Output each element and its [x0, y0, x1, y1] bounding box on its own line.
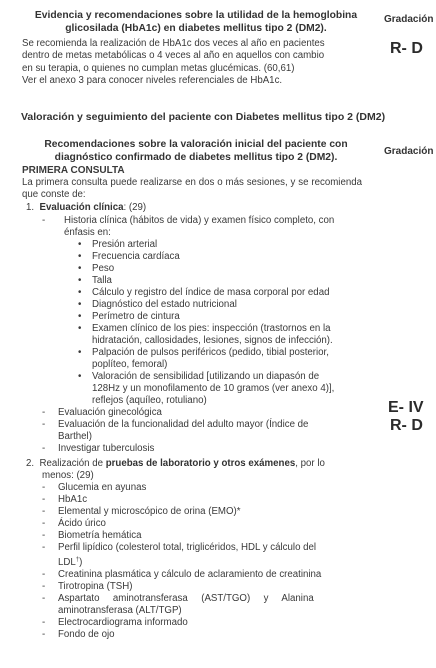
- list-item-continued: aminotransferasa (ALT/TGP): [58, 605, 182, 617]
- list-item: • Valoración de sensibilidad [utilizando un diapasón de: [78, 371, 320, 382]
- functional-evaluation: Evaluación de la funcionalidad del adulto mayor (Índice de: [58, 419, 309, 430]
- list-item: • Examen clínico de los pies: inspección (trastornos en la: [78, 323, 331, 334]
- list-item: - Aspartato aminotransferasa (AST/TGO) y Alanina: [42, 593, 314, 605]
- dash-marker: -: [42, 215, 46, 226]
- evidence-table-header: Evidencia y recomendaciones sobre la utilidad de la hemoglobina glicosilada (HbA1c) en diabetes mellitus tipo 2 (DM2).: [34, 10, 358, 34]
- hba1c-recommendation: [22, 38, 325, 88]
- body-line: Se recomienda la realización de HbA1c dos veces al año en pacientes: [22, 38, 325, 49]
- list-item: - Fondo de ojo: [42, 629, 115, 641]
- list-item: - Ácido úrico: [42, 518, 106, 529]
- list-item: • Palpación de pulsos periféricos (pedido, tibial posterior,: [78, 347, 329, 358]
- section-title: Valoración y seguimiento del paciente con Diabetes mellitus tipo 2 (DM2): [21, 111, 386, 123]
- lab-tests-list: [42, 482, 321, 641]
- body-line: dentro de metas metabólicas o 4 veces al año en aquellos con cambio: [22, 50, 325, 62]
- history-line: énfasis en:: [64, 227, 111, 238]
- list-item: • Talla: [78, 275, 112, 286]
- list-item: • Diagnóstico del estado nutricional: [78, 299, 237, 310]
- item-clinical-evaluation: [26, 202, 146, 214]
- evidence-level: E- IV: [388, 399, 424, 416]
- list-item: • Cálculo y registro del índice de masa corporal por edad: [78, 287, 330, 298]
- list-item: - Electrocardiograma informado: [42, 617, 188, 629]
- list-item: - Creatinina plasmática y cálculo de aclaramiento de creatinina: [42, 569, 322, 581]
- list-item: - Biometría hemática: [42, 530, 142, 541]
- list-item: - Glucemia en ayunas: [42, 482, 147, 493]
- dash-marker: -: [42, 419, 46, 430]
- item-lab-tests-continued: menos: (29): [42, 470, 94, 481]
- gynecologic-evaluation: Evaluación ginecológica: [58, 407, 162, 418]
- list-item: - Elemental y microscópico de orina (EMO)*: [42, 506, 241, 517]
- list-item: - Perfil lipídico (colesterol total, triglicéridos, HDL y cálculo del: [42, 542, 317, 553]
- tuberculosis-screening: Investigar tuberculosis: [58, 443, 155, 454]
- first-visit-subheading: PRIMERA CONSULTA: [22, 165, 125, 176]
- item-number: 1.: [26, 202, 35, 213]
- dash-marker: -: [42, 443, 46, 454]
- vital-signs-list: [78, 239, 334, 407]
- item-lab-tests: 2. Realización de pruebas de laboratorio y otros exámenes, por lo: [26, 458, 325, 469]
- list-item: • Peso: [78, 263, 115, 274]
- recommendation-grade: R- D: [390, 40, 423, 57]
- list-item: • Presión arterial: [78, 239, 158, 250]
- body-line: en su terapia, o quienes no cumplan metas glucémicas. (60,61): [22, 62, 295, 74]
- item-title: Evaluación clínica: [39, 202, 124, 213]
- intro-paragraph: La primera consulta puede realizarse en dos o más sesiones, y se recomienda que conste de:: [22, 177, 362, 200]
- list-item: - HbA1c: [42, 494, 88, 505]
- recommendations-table-header: Recomendaciones sobre la valoración inicial del paciente con diagnóstico confirmado de diabetes mellitus tipo 2 (DM2).: [44, 139, 348, 163]
- list-item-continued: reflejos (aquíleo, rotuliano): [92, 395, 207, 406]
- body-line: Ver el anexo 3 para conocer niveles referenciales de HbA1c.: [22, 75, 283, 87]
- item-title: pruebas de laboratorio y otros exámenes: [105, 458, 296, 469]
- grading-column-label: Gradación: [384, 146, 434, 157]
- functional-evaluation-continued: Barthel): [58, 431, 92, 442]
- list-item-continued: hidratación, callosidades, lesiones, signos de infección).: [92, 335, 333, 346]
- list-item: • Perímetro de cintura: [78, 311, 180, 322]
- list-item-continued: LDL†): [58, 557, 83, 569]
- dash-marker: -: [42, 407, 46, 418]
- recommendation-grade: R- D: [390, 417, 423, 434]
- grading-column-label: Gradación: [384, 14, 434, 25]
- item-ref: : (29): [123, 202, 147, 213]
- history-line: Historia clínica (hábitos de vida) y examen físico completo, con: [64, 215, 335, 226]
- list-item: • Frecuencia cardíaca: [78, 251, 180, 262]
- item-number: 2.: [26, 458, 35, 469]
- list-item-continued: poplíteo, femoral): [92, 359, 168, 370]
- list-item-continued: 128Hz y un monofilamento de 10 gramos (ver anexo 4)],: [92, 383, 335, 394]
- list-item: - Tirotropina (TSH): [42, 581, 133, 593]
